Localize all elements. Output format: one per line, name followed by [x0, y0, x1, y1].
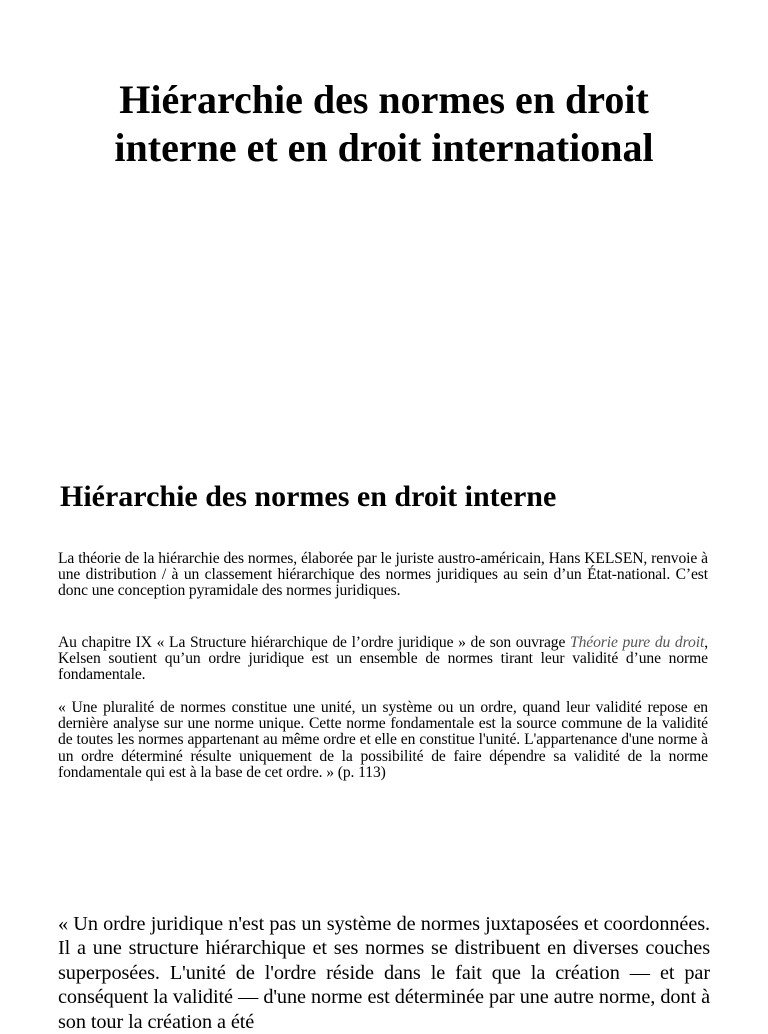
paragraph-quote: « Une pluralité de normes constitue une unité, un système ou un ordre, quand leur validité repose en dernière analyse sur une norme unique. Cette norme fondamentale est la source commune de la validité de toutes les normes appartenant au même ordre et elle en constitue l'unité. L'appartenance d'une norme à un ordre déterminé résulte uniquement de la possibilité de faire dépendre sa validité de la norme fondamentale qui est à la base de cet ordre. » (p. 113): [58, 699, 708, 781]
paragraph-intro: La théorie de la hiérarchie des normes, élaborée par le juriste austro-américain, Hans KELSEN, renvoie à une distribution / à un classement hiérarchique des normes juridiques au sein d’un État-national. C’est donc une conception pyramidale des normes juridiques.: [58, 550, 708, 600]
document-title: Hiérarchie des normes en droit interne et en droit international: [114, 77, 654, 170]
large-quote-paragraph: « Un ordre juridique n'est pas un système de normes juxtaposées et coordonnées. Il a une structure hiérarchique et ses normes se distribuent en diverses couches superposées. L'unité de l'ordre réside dans le fait que la création — et par conséquent la validité — d'une norme est déterminée par une autre norme, dont à son tour la création a été: [58, 913, 710, 1033]
paragraph-chapter: [58, 635, 708, 684]
section-heading: Hiérarchie des normes en droit interne: [60, 480, 557, 513]
paragraph-chapter-start: Au chapitre IX « La Structure hiérarchique de l’ordre juridique » de son ouvrage: [58, 634, 571, 651]
book-title: Théorie pure du droit: [570, 634, 705, 651]
paragraph-chapter-end: , Kelsen soutient qu’un ordre juridique est un ensemble de normes tirant leur validité d’une norme fondamentale.: [58, 634, 708, 684]
